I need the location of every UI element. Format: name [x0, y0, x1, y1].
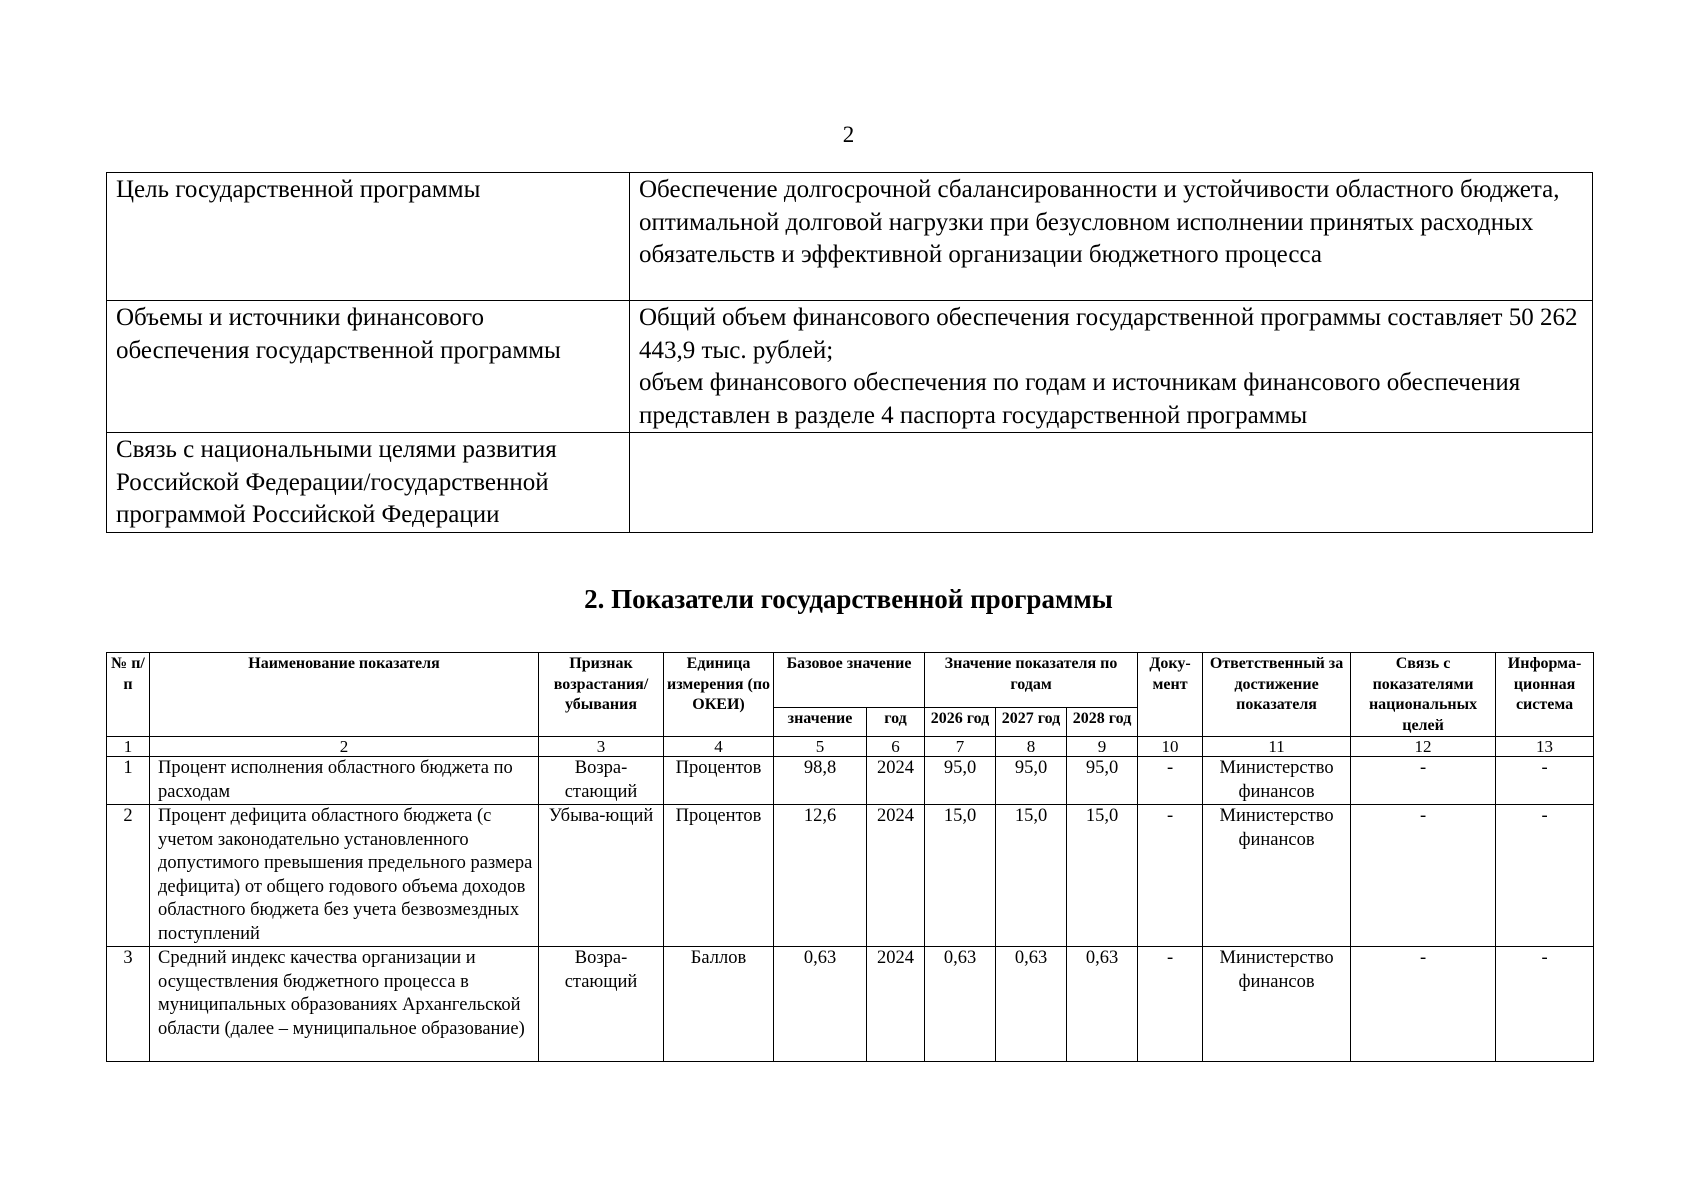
cell-unit: Баллов — [664, 947, 774, 1062]
cell-info-system: - — [1496, 805, 1594, 947]
cell-name: Процент исполнения областного бюджета по расходам — [150, 757, 539, 805]
cell-link: - — [1351, 757, 1496, 805]
cell-base-value: 98,8 — [774, 757, 867, 805]
header-base-year: год — [867, 708, 925, 737]
cell-unit: Процентов — [664, 757, 774, 805]
cell-info-system: - — [1496, 757, 1594, 805]
column-number: 3 — [539, 737, 664, 757]
cell-document: - — [1138, 947, 1203, 1062]
cell-num: 1 — [107, 757, 150, 805]
column-number: 8 — [996, 737, 1067, 757]
passport-value-funding — [630, 301, 1593, 433]
section-title: 2. Показатели государственной программы — [584, 584, 1113, 614]
passport-value-national-goals — [630, 433, 1593, 533]
column-number: 10 — [1138, 737, 1203, 757]
header-link: Связь с показателями национальных целей — [1351, 653, 1496, 737]
cell-link: - — [1351, 947, 1496, 1062]
cell-base-value: 12,6 — [774, 805, 867, 947]
column-number: 2 — [150, 737, 539, 757]
cell-trend: Возра-стающий — [539, 757, 664, 805]
column-number: 7 — [925, 737, 996, 757]
cell-unit: Процентов — [664, 805, 774, 947]
column-number: 12 — [1351, 737, 1496, 757]
header-trend: Признак возрастания/ убывания — [539, 653, 664, 737]
column-number: 5 — [774, 737, 867, 757]
indicators-header-row — [107, 653, 1594, 708]
cell-name: Средний индекс качества организации и осуществления бюджетного процесса в муниципальных образованиях Архангельской области (далее – муниципальное образование) — [150, 947, 539, 1062]
cell-value-2027: 0,63 — [996, 947, 1067, 1062]
cell-document: - — [1138, 757, 1203, 805]
column-number: 1 — [107, 737, 150, 757]
cell-value-2027: 15,0 — [996, 805, 1067, 947]
table-row — [107, 757, 1594, 805]
passport-label-national-goals: Связь с национальными целями развития Российской Федерации/государственной программой Российской Федерации — [107, 433, 630, 533]
passport-value-funding-total: Общий объем финансового обеспечения государственной программы составляет 50 262 443,9 тыс. рублей; — [639, 304, 1578, 364]
column-number: 11 — [1203, 737, 1351, 757]
cell-link: - — [1351, 805, 1496, 947]
passport-value-goal — [630, 173, 1593, 301]
header-info-system: Информа-ционная система — [1496, 653, 1594, 737]
cell-responsible: Министерство финансов — [1203, 805, 1351, 947]
header-base-value: значение — [774, 708, 867, 737]
header-name: Наименование показателя — [150, 653, 539, 737]
cell-document: - — [1138, 805, 1203, 947]
passport-row-goal — [107, 173, 1593, 301]
header-base: Базовое значение — [774, 653, 925, 708]
cell-responsible: Министерство финансов — [1203, 947, 1351, 1062]
passport-value-funding-details: объем финансового обеспечения по годам и источникам финансового обеспечения представлен в разделе 4 паспорта государственной программы — [639, 369, 1521, 429]
cell-base-year: 2024 — [867, 947, 925, 1062]
cell-name: Процент дефицита областного бюджета (с учетом законодательно установленного допустимого превышения предельного размера дефицита) от общего годового объема доходов областного бюджета без учета безвозмездных поступлений — [150, 805, 539, 947]
cell-value-2026: 15,0 — [925, 805, 996, 947]
cell-value-2026: 0,63 — [925, 947, 996, 1062]
cell-value-2028: 0,63 — [1067, 947, 1138, 1062]
passport-row-funding — [107, 301, 1593, 433]
passport-label-goal: Цель государственной программы — [107, 173, 630, 301]
header-responsible: Ответственный за достижение показателя — [1203, 653, 1351, 737]
passport-row-national-goals — [107, 433, 1593, 533]
page-number: 2 — [842, 122, 855, 147]
cell-info-system: - — [1496, 947, 1594, 1062]
table-row — [107, 947, 1594, 1062]
column-number: 4 — [664, 737, 774, 757]
cell-num: 2 — [107, 805, 150, 947]
cell-responsible: Министерство финансов — [1203, 757, 1351, 805]
cell-value-2027: 95,0 — [996, 757, 1067, 805]
cell-trend: Убыва-ющий — [539, 805, 664, 947]
passport-value-goal-text: Обеспечение долгосрочной сбалансированности и устойчивости областного бюджета, оптимальной долговой нагрузки при безусловном исполнении принятых расходных обязательств и эффективной организации бюджетного процесса — [639, 176, 1560, 268]
header-year-2026: 2026 год — [925, 708, 996, 737]
indicators-table — [106, 652, 1594, 1062]
cell-value-2028: 15,0 — [1067, 805, 1138, 947]
cell-num: 3 — [107, 947, 150, 1062]
header-year-2028: 2028 год — [1067, 708, 1138, 737]
header-years-group: Значение показателя по годам — [925, 653, 1138, 708]
cell-value-2026: 95,0 — [925, 757, 996, 805]
cell-value-2028: 95,0 — [1067, 757, 1138, 805]
header-year-2027: 2027 год — [996, 708, 1067, 737]
program-passport-table — [106, 172, 1593, 533]
cell-base-year: 2024 — [867, 805, 925, 947]
header-document: Доку-мент — [1138, 653, 1203, 737]
cell-base-year: 2024 — [867, 757, 925, 805]
header-num: № п/п — [107, 653, 150, 737]
header-unit: Единица измерения (по ОКЕИ) — [664, 653, 774, 737]
cell-base-value: 0,63 — [774, 947, 867, 1062]
column-number: 9 — [1067, 737, 1138, 757]
passport-label-funding: Объемы и источники финансового обеспечения государственной программы — [107, 301, 630, 433]
column-number-row — [107, 737, 1594, 757]
column-number: 13 — [1496, 737, 1594, 757]
column-number: 6 — [867, 737, 925, 757]
cell-trend: Возра-стающий — [539, 947, 664, 1062]
table-row — [107, 805, 1594, 947]
